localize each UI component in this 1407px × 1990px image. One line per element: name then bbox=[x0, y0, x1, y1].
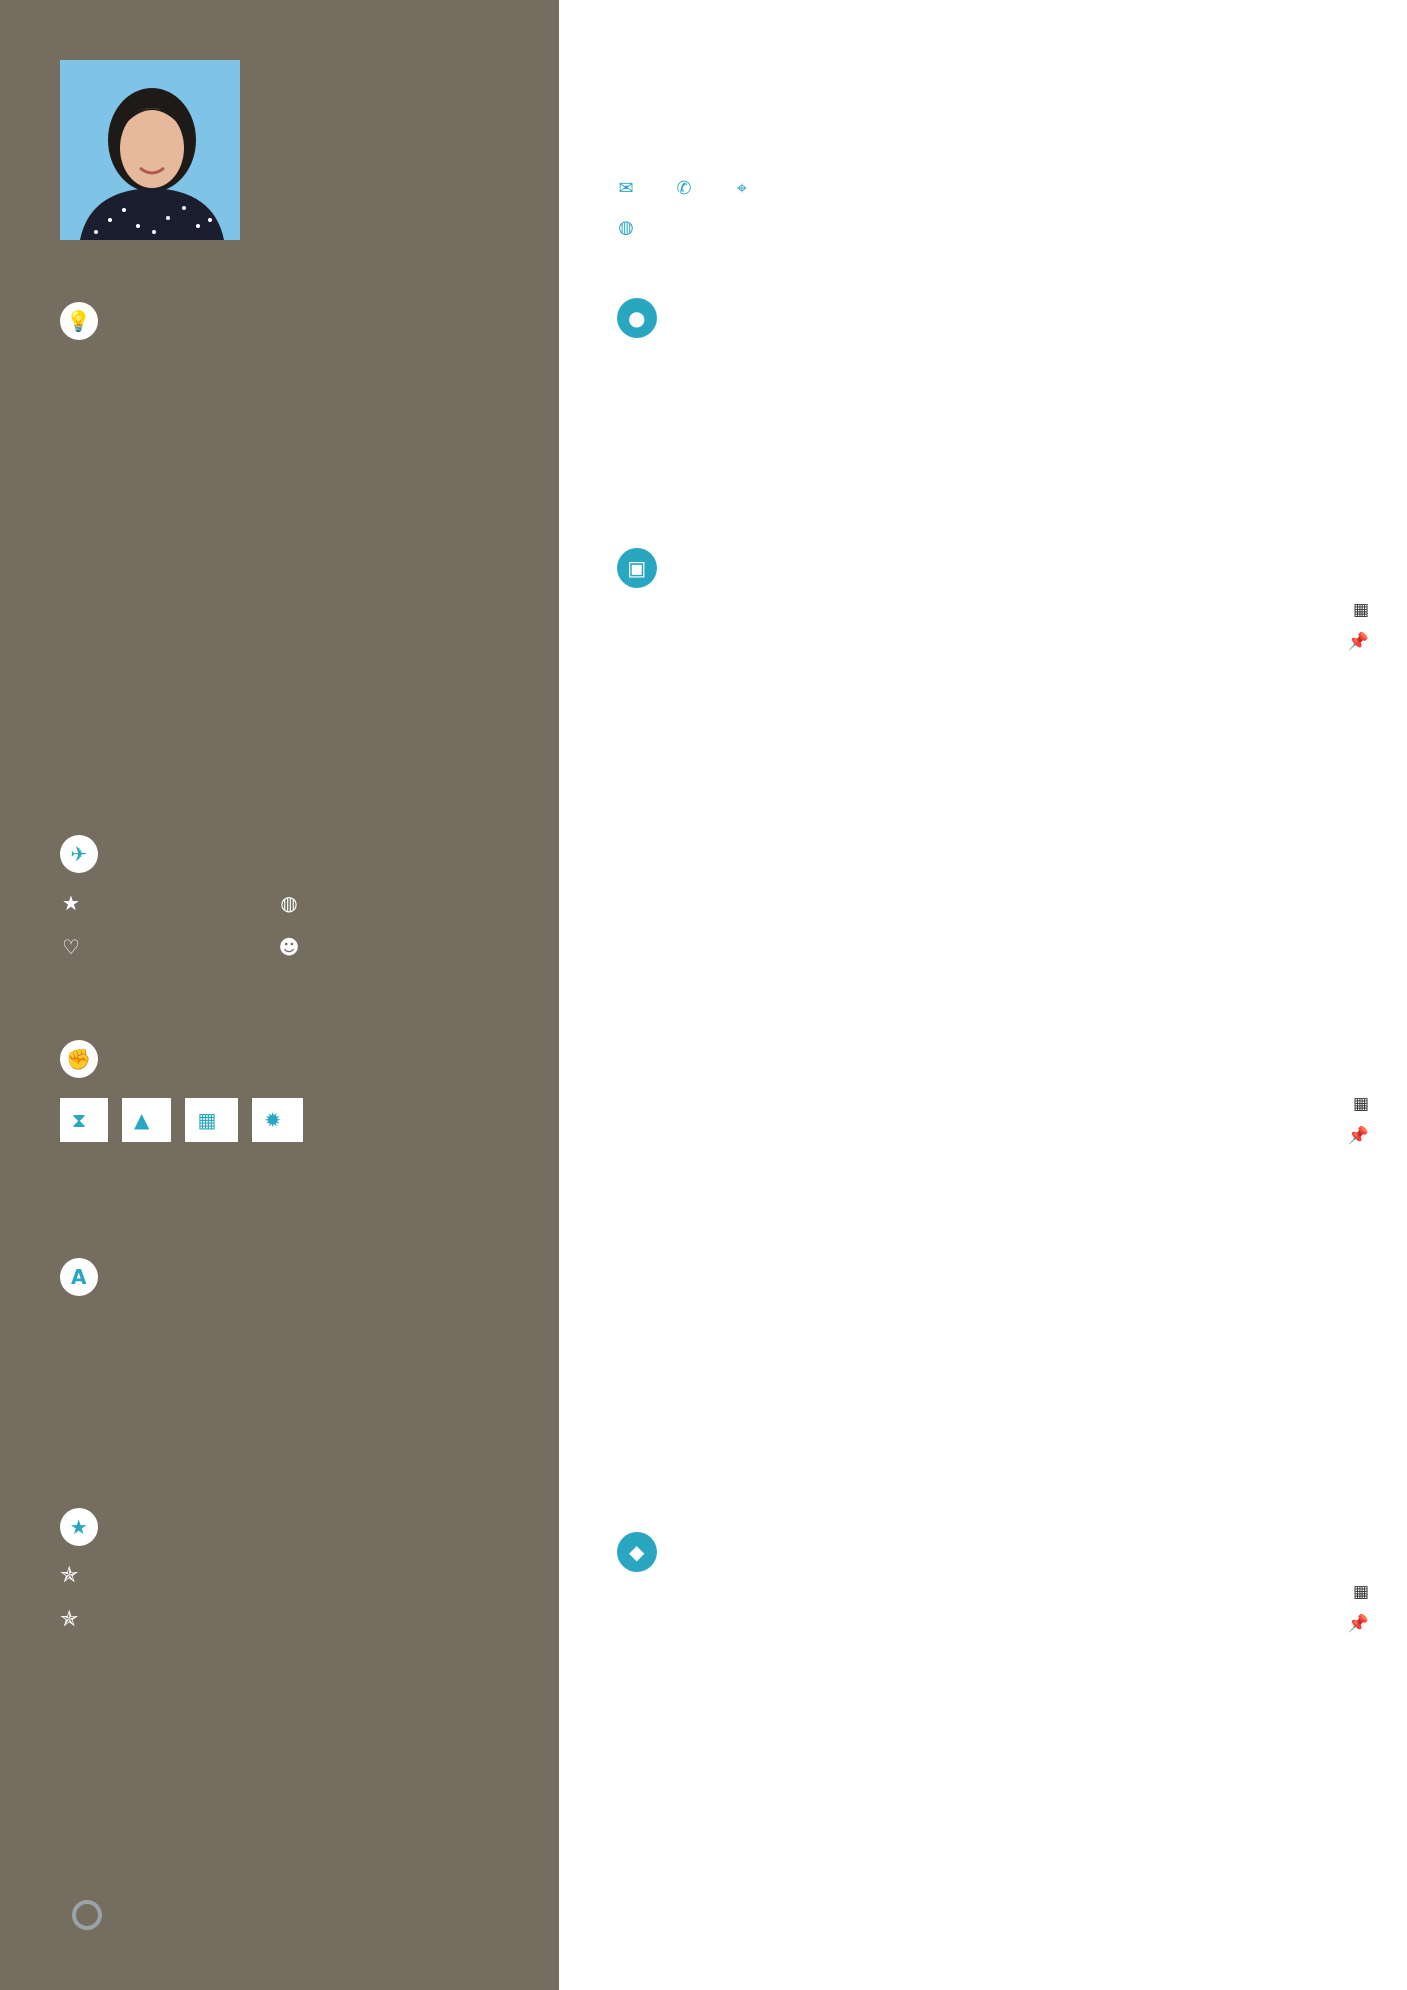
interests-section bbox=[60, 835, 510, 961]
location-item bbox=[733, 178, 763, 199]
paper-plane-icon: ✈ bbox=[60, 835, 98, 873]
job-entry bbox=[617, 600, 1377, 670]
language-icon: A bbox=[60, 1258, 98, 1296]
strengths-list bbox=[60, 1098, 480, 1142]
sidebar bbox=[0, 0, 559, 1990]
calendar-icon: ▦ bbox=[197, 1108, 217, 1132]
calendar-icon: ▦ bbox=[1352, 1094, 1369, 1114]
globe-icon: ◍ bbox=[280, 891, 298, 915]
star-icon: ★ bbox=[62, 891, 80, 915]
pushpin-icon: 📌 bbox=[1347, 1126, 1369, 1146]
interest-item bbox=[60, 889, 278, 917]
trophy-icon: ★ bbox=[60, 1508, 98, 1546]
languages-heading bbox=[60, 1258, 510, 1296]
achievement-item bbox=[60, 1606, 510, 1634]
strength-chip bbox=[252, 1098, 303, 1142]
job-date bbox=[1353, 1094, 1377, 1114]
pushpin-icon: 📌 bbox=[1347, 1614, 1369, 1634]
achievements-heading bbox=[60, 1508, 510, 1546]
strengths-heading bbox=[60, 1040, 510, 1078]
interest-item bbox=[278, 933, 496, 961]
achievement-item bbox=[60, 1562, 510, 1590]
calendar-icon: ▦ bbox=[1352, 1582, 1369, 1602]
job-entry bbox=[617, 1094, 1377, 1164]
envelope-icon: ✉ bbox=[618, 178, 634, 199]
main-content bbox=[559, 0, 1407, 1990]
calendar-icon: ▦ bbox=[1352, 600, 1369, 620]
phone-item[interactable] bbox=[675, 178, 705, 199]
job-date bbox=[1353, 600, 1377, 620]
skills-section bbox=[60, 302, 510, 340]
summary-heading bbox=[617, 298, 673, 338]
globe-icon: ◍ bbox=[618, 217, 634, 238]
map-pin-icon: ⌖ bbox=[736, 178, 748, 199]
interests-list bbox=[60, 889, 510, 961]
skills-heading bbox=[60, 302, 510, 340]
powered-by bbox=[60, 1900, 114, 1930]
sun-icon: ✹ bbox=[264, 1108, 282, 1132]
experience-heading bbox=[617, 548, 673, 588]
shooting-star-icon: ✯ bbox=[60, 1607, 79, 1632]
graduation-icon: ◆ bbox=[617, 1532, 657, 1572]
users-icon: ☻ bbox=[278, 935, 300, 959]
strength-chip bbox=[60, 1098, 108, 1142]
lightbulb-icon: 💡 bbox=[60, 302, 98, 340]
shooting-star-icon: ✯ bbox=[60, 1563, 79, 1588]
strength-chip bbox=[122, 1098, 171, 1142]
heart-icon: ♡ bbox=[62, 935, 80, 959]
strengths-section bbox=[60, 1040, 510, 1142]
education-entry bbox=[617, 1582, 1377, 1650]
pushpin-icon: 📌 bbox=[1347, 632, 1369, 652]
website-item[interactable] bbox=[617, 217, 647, 238]
profile-photo bbox=[60, 60, 240, 240]
contact-info bbox=[617, 178, 1377, 256]
job-location bbox=[1348, 1126, 1377, 1146]
job-location bbox=[1348, 632, 1377, 652]
education-location bbox=[1348, 1614, 1377, 1634]
languages-section bbox=[60, 1258, 510, 1330]
briefcase-icon: ▣ bbox=[617, 548, 657, 588]
achievements-section bbox=[60, 1508, 510, 1634]
user-icon: ● bbox=[617, 298, 657, 338]
strength-chip bbox=[185, 1098, 238, 1142]
education-date bbox=[1353, 1582, 1377, 1602]
interest-item bbox=[278, 889, 496, 917]
interests-heading bbox=[60, 835, 510, 873]
hourglass-icon: ⧗ bbox=[72, 1108, 87, 1132]
email-item[interactable] bbox=[617, 178, 647, 199]
interest-item bbox=[60, 933, 278, 961]
fist-icon: ✊ bbox=[60, 1040, 98, 1078]
road-icon: ▲ bbox=[134, 1108, 150, 1132]
education-heading bbox=[617, 1532, 673, 1572]
qwikresume-logo-icon bbox=[72, 1900, 102, 1930]
phone-icon: ✆ bbox=[676, 178, 692, 199]
